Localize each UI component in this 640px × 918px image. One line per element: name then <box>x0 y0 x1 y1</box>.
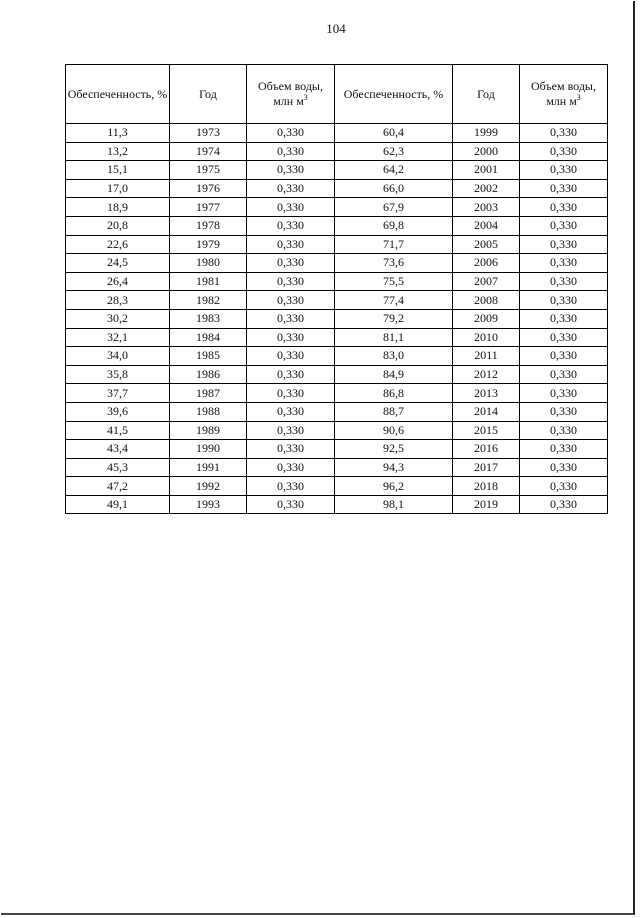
cell-year-2: 2003 <box>453 198 520 217</box>
table-row <box>66 309 608 328</box>
cell-provision-2: 88,7 <box>335 402 453 421</box>
table-row <box>66 458 608 477</box>
header-year-1: Год <box>170 65 247 124</box>
table-row <box>66 440 608 459</box>
cell-water-volume-1: 0,330 <box>247 328 335 347</box>
cell-provision-2: 86,8 <box>335 384 453 403</box>
header-provision-2: Обеспеченность, % <box>335 65 453 124</box>
cell-year-1: 1981 <box>170 272 247 291</box>
cell-provision-1: 22,6 <box>66 235 170 254</box>
cell-year-1: 1983 <box>170 309 247 328</box>
cell-year-2: 2012 <box>453 365 520 384</box>
cell-water-volume-1: 0,330 <box>247 421 335 440</box>
cell-water-volume-2: 0,330 <box>520 309 608 328</box>
table-row <box>66 235 608 254</box>
table-row <box>66 328 608 347</box>
cell-year-1: 1992 <box>170 477 247 496</box>
cell-water-volume-1: 0,330 <box>247 161 335 180</box>
cell-provision-2: 66,0 <box>335 179 453 198</box>
cell-water-volume-2: 0,330 <box>520 142 608 161</box>
cell-water-volume-2: 0,330 <box>520 179 608 198</box>
cell-year-1: 1984 <box>170 328 247 347</box>
cell-year-1: 1974 <box>170 142 247 161</box>
table-row <box>66 347 608 366</box>
cell-provision-1: 18,9 <box>66 198 170 217</box>
cell-year-1: 1978 <box>170 216 247 235</box>
cell-year-2: 2010 <box>453 328 520 347</box>
cell-year-2: 2011 <box>453 347 520 366</box>
table-header-row <box>66 65 608 124</box>
cell-year-1: 1976 <box>170 179 247 198</box>
cell-water-volume-1: 0,330 <box>247 124 335 143</box>
cell-year-2: 2007 <box>453 272 520 291</box>
cell-provision-2: 75,5 <box>335 272 453 291</box>
cell-provision-1: 17,0 <box>66 179 170 198</box>
cell-year-1: 1985 <box>170 347 247 366</box>
page-number: 104 <box>326 21 346 36</box>
cell-provision-2: 92,5 <box>335 440 453 459</box>
cell-water-volume-1: 0,330 <box>247 440 335 459</box>
cell-water-volume-2: 0,330 <box>520 124 608 143</box>
cell-provision-1: 13,2 <box>66 142 170 161</box>
cell-water-volume-1: 0,330 <box>247 254 335 273</box>
cell-provision-2: 71,7 <box>335 235 453 254</box>
cell-water-volume-1: 0,330 <box>247 291 335 310</box>
cell-provision-2: 62,3 <box>335 142 453 161</box>
cell-water-volume-1: 0,330 <box>247 235 335 254</box>
cell-year-1: 1988 <box>170 402 247 421</box>
cell-year-2: 2002 <box>453 179 520 198</box>
cell-provision-2: 81,1 <box>335 328 453 347</box>
table-row <box>66 142 608 161</box>
cell-water-volume-1: 0,330 <box>247 179 335 198</box>
cell-water-volume-2: 0,330 <box>520 272 608 291</box>
table-row <box>66 161 608 180</box>
cell-provision-1: 15,1 <box>66 161 170 180</box>
table-row <box>66 495 608 514</box>
table-body <box>66 124 608 514</box>
cell-water-volume-1: 0,330 <box>247 495 335 514</box>
cell-year-2: 2016 <box>453 440 520 459</box>
cell-year-1: 1991 <box>170 458 247 477</box>
table-row <box>66 179 608 198</box>
cell-water-volume-2: 0,330 <box>520 291 608 310</box>
cell-provision-1: 41,5 <box>66 421 170 440</box>
cell-water-volume-1: 0,330 <box>247 347 335 366</box>
cell-year-2: 2015 <box>453 421 520 440</box>
cell-provision-1: 37,7 <box>66 384 170 403</box>
header-water-volume-1: Объем воды, млн $м^3$ <box>247 65 335 124</box>
cell-water-volume-2: 0,330 <box>520 477 608 496</box>
cell-provision-1: 28,3 <box>66 291 170 310</box>
cell-water-volume-2: 0,330 <box>520 235 608 254</box>
cell-year-2: 2008 <box>453 291 520 310</box>
cell-provision-2: 90,6 <box>335 421 453 440</box>
cell-water-volume-1: 0,330 <box>247 365 335 384</box>
cell-year-2: 2013 <box>453 384 520 403</box>
cell-provision-1: 20,8 <box>66 216 170 235</box>
cell-provision-1: 35,8 <box>66 365 170 384</box>
cell-water-volume-2: 0,330 <box>520 347 608 366</box>
cell-year-1: 1979 <box>170 235 247 254</box>
cell-water-volume-2: 0,330 <box>520 440 608 459</box>
cell-water-volume-2: 0,330 <box>520 384 608 403</box>
cell-water-volume-2: 0,330 <box>520 365 608 384</box>
cell-year-2: 2004 <box>453 216 520 235</box>
table-row <box>66 216 608 235</box>
cell-water-volume-2: 0,330 <box>520 495 608 514</box>
table-row <box>66 477 608 496</box>
cell-year-1: 1989 <box>170 421 247 440</box>
cell-provision-2: 64,2 <box>335 161 453 180</box>
cell-year-2: 2006 <box>453 254 520 273</box>
table-row <box>66 365 608 384</box>
cell-provision-2: 73,6 <box>335 254 453 273</box>
cell-water-volume-1: 0,330 <box>247 272 335 291</box>
cell-provision-2: 96,2 <box>335 477 453 496</box>
cell-provision-1: 32,1 <box>66 328 170 347</box>
table-row <box>66 402 608 421</box>
cell-year-2: 1999 <box>453 124 520 143</box>
cell-water-volume-2: 0,330 <box>520 198 608 217</box>
cell-provision-2: 94,3 <box>335 458 453 477</box>
header-provision-1: Обеспеченность, % <box>66 65 170 124</box>
cell-water-volume-2: 0,330 <box>520 328 608 347</box>
cell-provision-2: 98,1 <box>335 495 453 514</box>
cell-water-volume-1: 0,330 <box>247 142 335 161</box>
cell-water-volume-2: 0,330 <box>520 458 608 477</box>
cell-water-volume-2: 0,330 <box>520 421 608 440</box>
cell-water-volume-1: 0,330 <box>247 384 335 403</box>
table-row <box>66 254 608 273</box>
header-year-2: Год <box>453 65 520 124</box>
cell-provision-1: 24,5 <box>66 254 170 273</box>
cell-water-volume-1: 0,330 <box>247 402 335 421</box>
table-row <box>66 384 608 403</box>
cell-year-1: 1987 <box>170 384 247 403</box>
cell-year-1: 1986 <box>170 365 247 384</box>
table-row <box>66 272 608 291</box>
cell-provision-2: 60,4 <box>335 124 453 143</box>
cell-provision-1: 45,3 <box>66 458 170 477</box>
cell-water-volume-1: 0,330 <box>247 309 335 328</box>
cell-year-2: 2017 <box>453 458 520 477</box>
cell-water-volume-2: 0,330 <box>520 161 608 180</box>
cell-provision-1: 34,0 <box>66 347 170 366</box>
cell-provision-2: 83,0 <box>335 347 453 366</box>
cell-year-2: 2005 <box>453 235 520 254</box>
cell-year-2: 2018 <box>453 477 520 496</box>
cell-water-volume-1: 0,330 <box>247 477 335 496</box>
cell-year-2: 2014 <box>453 402 520 421</box>
cell-year-2: 2009 <box>453 309 520 328</box>
cell-year-2: 2019 <box>453 495 520 514</box>
cell-year-2: 2000 <box>453 142 520 161</box>
cell-water-volume-1: 0,330 <box>247 458 335 477</box>
header-water-volume-2: Объем воды, млн $м^3$ <box>520 65 608 124</box>
cell-water-volume-2: 0,330 <box>520 402 608 421</box>
table-row <box>66 124 608 143</box>
cell-water-volume-1: 0,330 <box>247 216 335 235</box>
table-row <box>66 291 608 310</box>
cell-provision-2: 79,2 <box>335 309 453 328</box>
table-row <box>66 198 608 217</box>
cell-provision-1: 30,2 <box>66 309 170 328</box>
cell-year-1: 1993 <box>170 495 247 514</box>
cell-year-1: 1973 <box>170 124 247 143</box>
cell-year-1: 1980 <box>170 254 247 273</box>
cell-provision-2: 84,9 <box>335 365 453 384</box>
cell-provision-2: 69,8 <box>335 216 453 235</box>
cell-year-1: 1975 <box>170 161 247 180</box>
cell-water-volume-2: 0,330 <box>520 254 608 273</box>
cell-provision-1: 49,1 <box>66 495 170 514</box>
cell-provision-1: 43,4 <box>66 440 170 459</box>
cell-provision-1: 47,2 <box>66 477 170 496</box>
water-supply-table <box>65 64 608 514</box>
table-row <box>66 421 608 440</box>
cell-provision-1: 11,3 <box>66 124 170 143</box>
cell-water-volume-1: 0,330 <box>247 198 335 217</box>
cell-year-2: 2001 <box>453 161 520 180</box>
cell-provision-2: 67,9 <box>335 198 453 217</box>
cell-year-1: 1990 <box>170 440 247 459</box>
cell-water-volume-2: 0,330 <box>520 216 608 235</box>
cell-year-1: 1977 <box>170 198 247 217</box>
cell-provision-1: 26,4 <box>66 272 170 291</box>
cell-year-1: 1982 <box>170 291 247 310</box>
cell-provision-1: 39,6 <box>66 402 170 421</box>
cell-provision-2: 77,4 <box>335 291 453 310</box>
